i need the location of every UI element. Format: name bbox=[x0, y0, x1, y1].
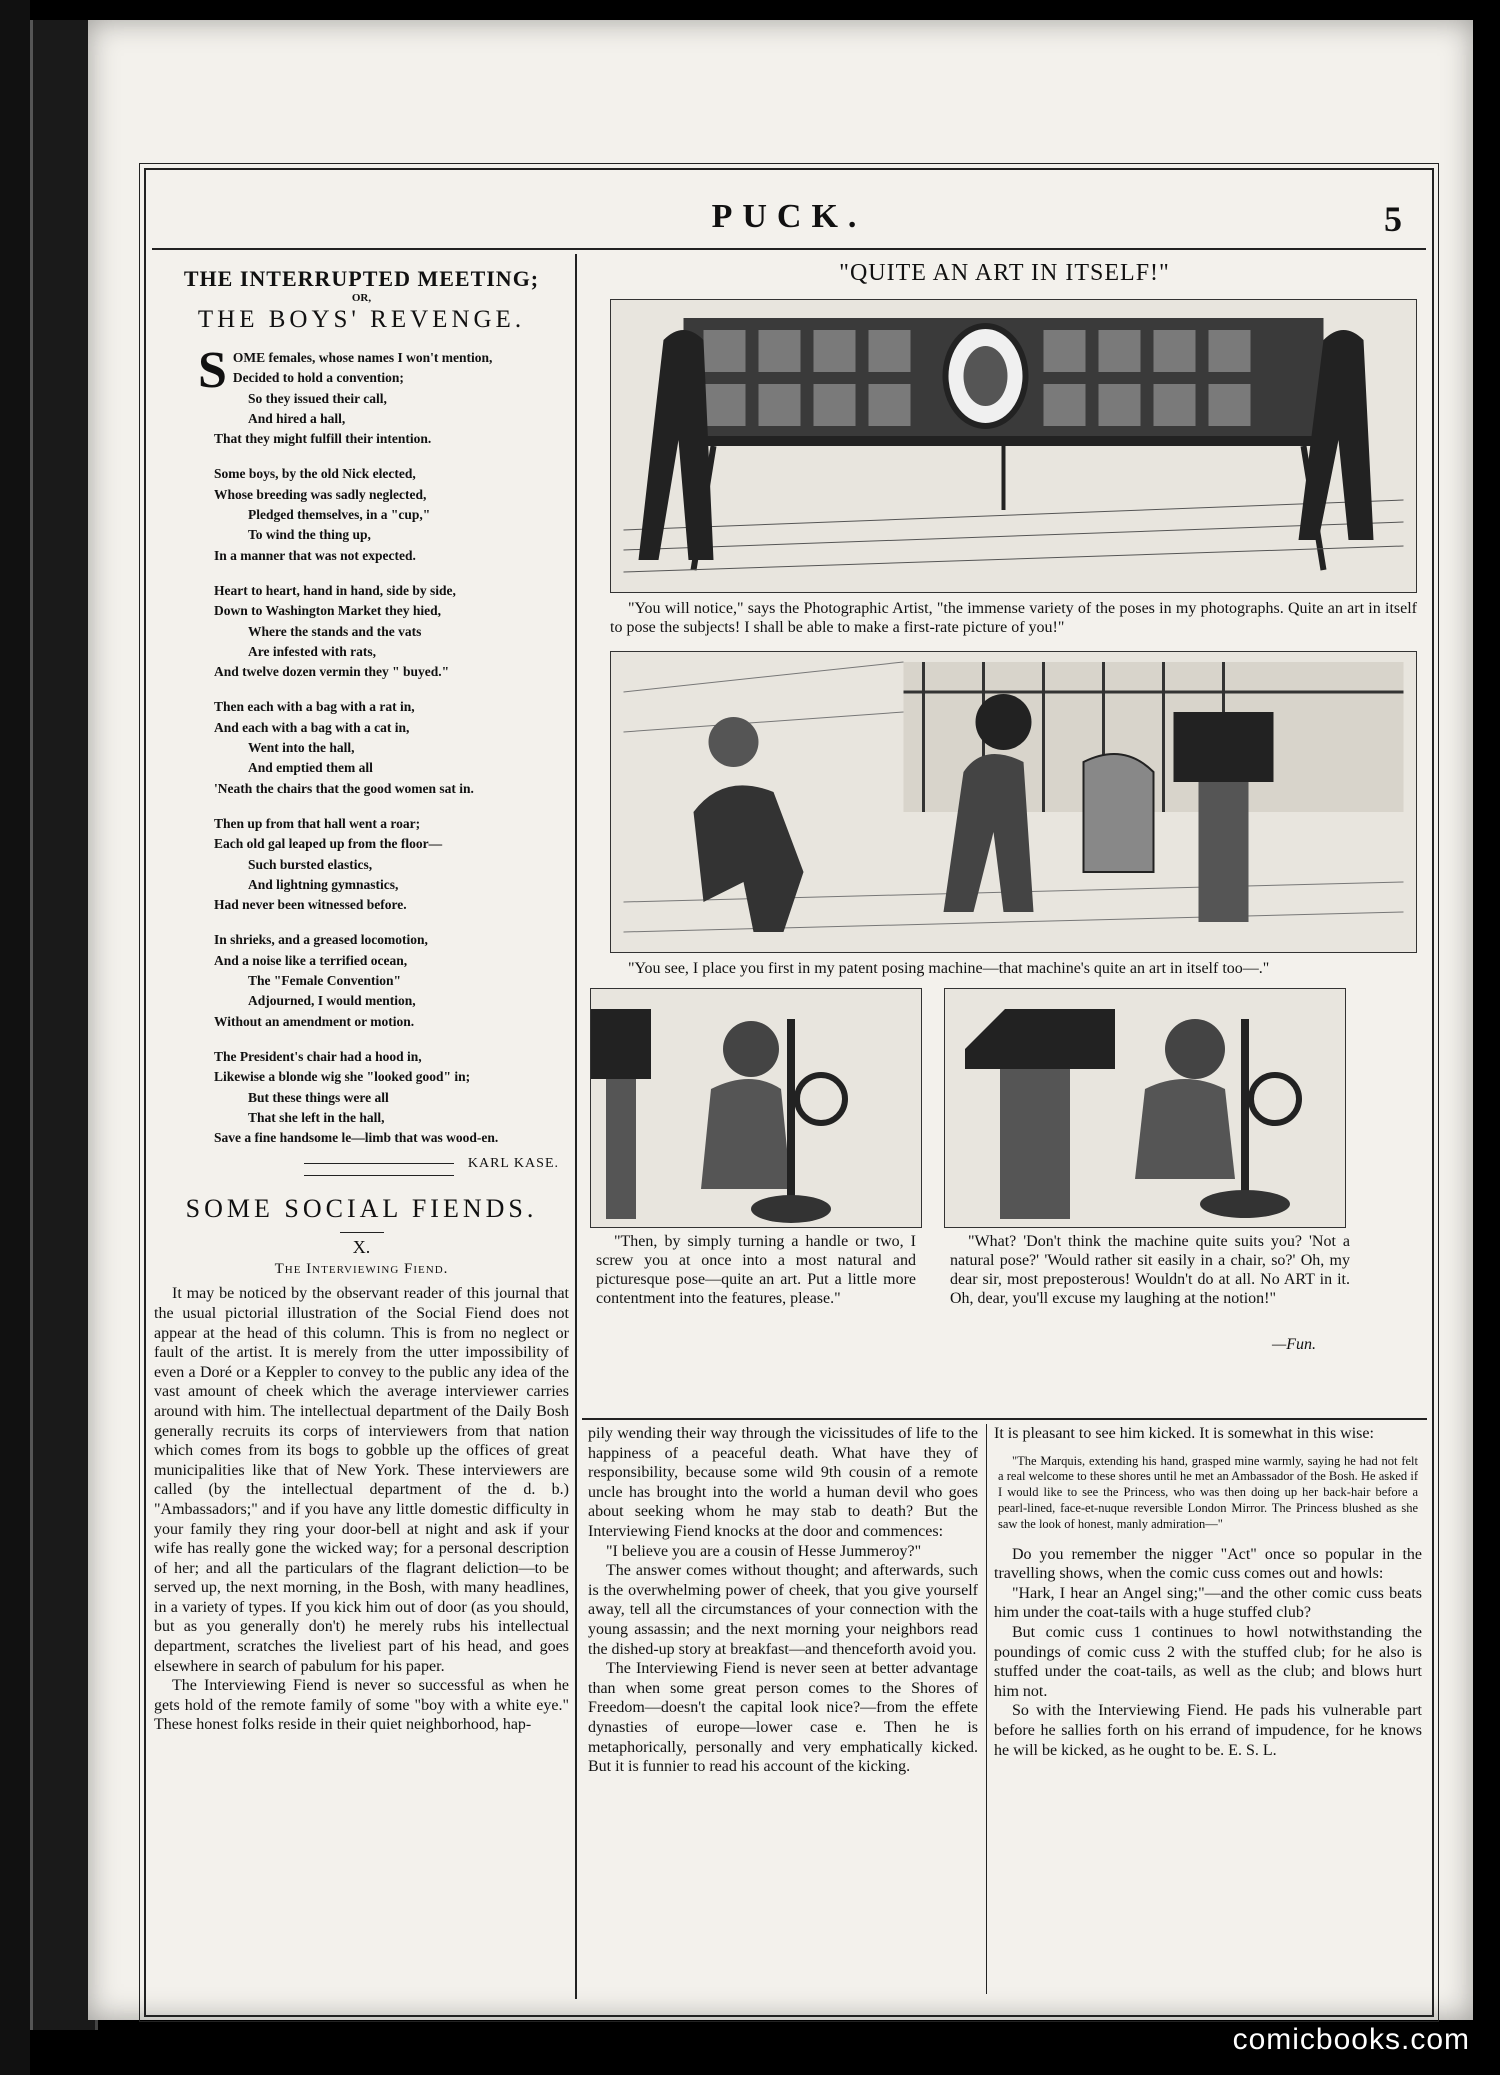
poem-line: And emptied them all bbox=[248, 760, 373, 776]
poem-line: Pledged themselves, in a "cup," bbox=[248, 507, 431, 523]
illustration-caption: "Then, by simply turning a handle or two, I screw you at once into a most natural and picturesque pose—quite an art. Put a little more contentment into the features, please." bbox=[596, 1233, 916, 1307]
machine-drawing-1 bbox=[591, 989, 921, 1227]
illustration-title: "QUITE AN ART IN ITSELF!" bbox=[839, 260, 1170, 286]
poem-line: Heart to heart, hand in hand, side by side, bbox=[214, 582, 456, 598]
fiends-column-3 bbox=[994, 1424, 1422, 1760]
illustration-machine-2 bbox=[944, 988, 1346, 1228]
poem-line: The "Female Convention" bbox=[248, 973, 401, 989]
poem-line: Where the stands and the vats bbox=[248, 623, 422, 639]
fiends-paragraph: But comic cuss 1 continues to howl notwithstanding the poundings of comic cuss 2 with the stuffed club; for he also is stuffed under the coat-tails, as well as the club; and blows hurt him not. bbox=[994, 1623, 1422, 1700]
poem-stanza bbox=[154, 697, 569, 798]
poem-line: That she left in the hall, bbox=[248, 1109, 385, 1125]
poem-stanza bbox=[154, 1047, 569, 1148]
poem-stanza bbox=[154, 930, 569, 1031]
fiends-paragraph: "I believe you are a cousin of Hesse Jummeroy?" bbox=[606, 1542, 922, 1560]
poem-line: Then up from that hall went a roar; bbox=[214, 815, 421, 831]
short-rule bbox=[340, 1232, 384, 1233]
poem-line: Such bursted elastics, bbox=[248, 856, 373, 872]
poem-stanza bbox=[154, 581, 569, 682]
poem-dropcap: S bbox=[198, 342, 227, 399]
poem-line: And a noise like a terrified ocean, bbox=[214, 952, 408, 968]
poem-line: To wind the thing up, bbox=[248, 527, 371, 543]
poem-or: OR, bbox=[351, 292, 372, 304]
poem-line: Whose breeding was sadly neglected, bbox=[214, 486, 427, 502]
poem-stanza bbox=[154, 342, 569, 449]
poem-line: Without an amendment or motion. bbox=[214, 1013, 415, 1029]
poem-line: Likewise a blonde wig she "looked good" in; bbox=[214, 1069, 471, 1085]
poem-line: Are infested with rats, bbox=[248, 643, 376, 659]
illustration-credit: —Fun. bbox=[1272, 1336, 1316, 1353]
illustration-caption: "What? 'Don't think the machine quite suits you? 'Not a natural pose?' 'Would rather sit easily in a chair, so?' Oh, my dear sir, most preposterous! Wouldn't do at all. No ART in it. Oh, dear, you'll excuse my laughing at the notion!" bbox=[950, 1233, 1350, 1307]
poem-body bbox=[154, 342, 569, 1148]
illustration-caption: "You will notice," says the Photographic Artist, "the immense variety of the poses in my photographs. Quite an art in itself to pose the subjects! I shall be able to make a first-rate picture of you!" bbox=[610, 600, 1417, 636]
illustration-studio bbox=[610, 651, 1417, 953]
poem-line: And twelve dozen vermin they " buyed." bbox=[214, 664, 450, 680]
left-column bbox=[154, 254, 569, 1994]
bottom-rule bbox=[582, 1418, 1427, 1420]
fiends-paragraph: It may be noticed by the observant reader of this journal that the usual pictorial illustration of the Social Fiend does not appear at the head of this column. This is from no neglect or fault of the artist. It is merely from the utter impossibility of even a Doré or a Keppler to convey to the public any idea of the vast amount of cheek which the average interviewer carries around with him. The intellectual department of the Daily Bosh generally recruits its corps of interviewers from that nation which comes from its bogs to gobble up the offices of great municipalities like that of New York. These interviewers are called (by the intellectual department of the d. b.) "Ambassadors;" and if you have any little domestic difficulty in your family they ring your door-bell at night and ask if your wife has really gone the wicked way; for a personal description of her; and all the particulars of the flagrant deliction—to be served up, the next morning, in the Bosh, with many headlines, in a variety of types. If you kick him out of door (as you should, but as you generally don't) he merely rubs his intellectual department, scratches the liveliest part of his head, and goes elsewhere in search of pabulum for his paper. bbox=[154, 1285, 569, 1675]
poem-line: And each with a bag with a cat in, bbox=[214, 719, 410, 735]
fiends-paragraph: "Hark, I hear an Angel sing;"—and the other comic cuss beats him under the coat-tails with a huge stuffed club? bbox=[994, 1584, 1422, 1622]
poem-author: KARL KASE. bbox=[467, 1156, 559, 1172]
machine-drawing-2 bbox=[945, 989, 1345, 1227]
poem-stanza bbox=[154, 464, 569, 565]
poem-line: Decided to hold a convention; bbox=[232, 370, 404, 386]
poem-title: THE INTERRUPTED MEETING; bbox=[183, 266, 540, 291]
poem-line: But these things were all bbox=[248, 1089, 389, 1105]
section-rule bbox=[304, 1175, 454, 1176]
illustration-column bbox=[582, 254, 1427, 1438]
illustration-pair bbox=[582, 988, 1427, 1438]
illustration-machine-1 bbox=[590, 988, 922, 1228]
watermark: comicbooks.com bbox=[1232, 2023, 1470, 2056]
column-rule bbox=[986, 1424, 987, 1994]
poem-line: And lightning gymnastics, bbox=[248, 876, 399, 892]
poem-line: Each old gal leaped up from the floor— bbox=[214, 836, 443, 852]
fiends-paragraph: The answer comes without thought; and afterwards, such is the overwhelming power of cheek, that you give yourself away, tell all the circumstances of your connection with the young assassin; and the next morning your neighbors read the dished-up story at breakfast—and thenceforth avoid you. bbox=[588, 1562, 978, 1658]
fiends-quote: "The Marquis, extending his hand, grasped mine warmly, saying he had not felt a real welcome to these shores until he met an Ambassador of the Bosh. He asked if I would like to see the Princess, who was then doing up her back-hair before a pearl-lined, face-et-nuque reversible London Mirror. The Princess blushed as she saw the look of honest, manly admiration—" bbox=[998, 1453, 1418, 1531]
poem-line: Had never been witnessed before. bbox=[214, 897, 407, 913]
poem-stanza bbox=[154, 814, 569, 915]
fiends-paragraph: The Interviewing Fiend is never seen at better advantage than when some great person comes to the Shores of Freedom—doesn't the capital look nice?—from the effete dynasties of europe—lower case e. Then he is metaphorically, personally and very emphatically kicked. But it is funnier to read his account of the kicking. bbox=[588, 1660, 978, 1776]
fiends-paragraph: pily wending their way through the vicissitudes of life to the happiness of a peaceful death. What have they of responsibility, because some wild 9th cousin of a remote uncle has brought into the world a human devil who goes about seeking whom he may stab to death? But the Interviewing Fiend knocks at the door and commences: bbox=[588, 1425, 978, 1540]
gallery-drawing bbox=[611, 300, 1416, 592]
poem-line: The President's chair had a hood in, bbox=[214, 1048, 422, 1064]
poem-line: 'Neath the chairs that the good women sat in. bbox=[214, 780, 474, 796]
header-rule bbox=[152, 248, 1426, 250]
poem-line: Some boys, by the old Nick elected, bbox=[214, 466, 416, 482]
fiends-paragraph: Do you remember the nigger "Act" once so popular in the travelling shows, when the comic cuss comes out and howls: bbox=[994, 1545, 1422, 1583]
poem-line: So they issued their call, bbox=[248, 390, 387, 406]
fiends-column-2 bbox=[588, 1424, 978, 1777]
poem-subtitle: THE BOYS' REVENGE. bbox=[197, 306, 526, 333]
illustration-caption: "You see, I place you first in my patent posing machine—that machine's quite an art in itself too—." bbox=[628, 960, 1270, 977]
fiends-number: X. bbox=[352, 1237, 371, 1258]
masthead-title: PUCK. bbox=[711, 198, 867, 235]
page-frame bbox=[144, 168, 1434, 2017]
poem-line: In shrieks, and a greased locomotion, bbox=[214, 932, 428, 948]
fiends-title: SOME SOCIAL FIENDS. bbox=[185, 1194, 538, 1224]
fiends-paragraph: It is pleasant to see him kicked. It is somewhat in this wise: bbox=[994, 1425, 1374, 1442]
magazine-page bbox=[88, 20, 1473, 2020]
poem-line: In a manner that was not expected. bbox=[214, 547, 416, 563]
column-rule bbox=[575, 254, 577, 1999]
studio-drawing bbox=[611, 652, 1416, 952]
poem-line: Down to Washington Market they hied, bbox=[214, 603, 442, 619]
poem-line: And hired a hall, bbox=[248, 410, 346, 426]
poem-line-text: OME females, whose names I won't mention, bbox=[232, 350, 493, 365]
illustration-photo-gallery bbox=[610, 299, 1417, 593]
poem-line: Went into the hall, bbox=[248, 740, 355, 756]
fiends-paragraph: The Interviewing Fiend is never so successful as when he gets hold of the remote family of some "boy with a white eye." These honest folks reside in their quiet neighborhood, hap- bbox=[154, 1677, 569, 1734]
page-number: 5 bbox=[1384, 199, 1402, 239]
poem-line: Then each with a bag with a rat in, bbox=[214, 699, 415, 715]
poem-line: That they might fulfill their intention. bbox=[214, 431, 432, 447]
poem-line: Adjourned, I would mention, bbox=[248, 993, 416, 1009]
scan-border bbox=[0, 0, 30, 2075]
poem-line: Save a fine handsome le—limb that was wood-en. bbox=[214, 1130, 499, 1146]
fiends-paragraph: So with the Interviewing Fiend. He pads his vulnerable part before he sallies forth on his errand of impudence, for he knows he will be kicked, as he ought to be. E. S. L. bbox=[994, 1702, 1422, 1759]
fiends-subtitle: The Interviewing Fiend. bbox=[274, 1261, 449, 1278]
